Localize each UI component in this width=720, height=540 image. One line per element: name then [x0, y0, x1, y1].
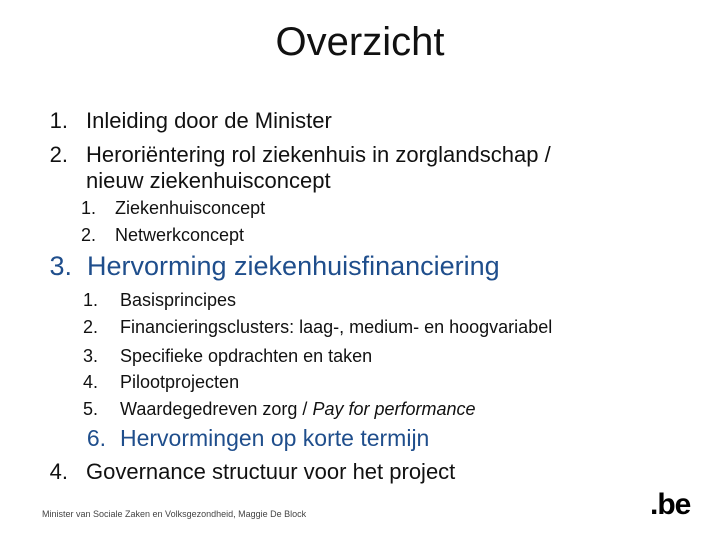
sub-item-text: Hervormingen op korte termijn — [120, 425, 430, 451]
sub-item-number: 4. — [82, 372, 98, 392]
item-text: Inleiding door de Minister — [86, 108, 332, 133]
be-logo: .be — [650, 488, 691, 521]
sub-item-text: Pilootprojecten — [120, 372, 240, 392]
sub-item-text: Specifieke opdrachten en taken — [120, 346, 373, 366]
sub-item-number: 2. — [82, 317, 98, 337]
sub-item-text-italic: Pay for performance — [312, 399, 476, 419]
sub-item-text: Netwerkconcept — [115, 225, 245, 245]
item-number: 1. — [49, 108, 68, 133]
footer-text: Minister van Sociale Zaken en Volksgezondheid, Maggie De Block — [42, 509, 307, 519]
item-text: Governance structuur voor het project — [86, 459, 456, 484]
item-number: 3. — [49, 251, 72, 281]
sub-item-number: 5. — [82, 399, 98, 419]
sub-item-text: Financieringsclusters: laag-, medium- en hoogvariabel — [120, 317, 553, 337]
item-number: 4. — [49, 459, 68, 484]
sub-item-text: Ziekenhuisconcept — [115, 198, 266, 218]
item-text-line2: nieuw ziekenhuisconcept — [86, 168, 331, 193]
sub-item-text: Basisprincipes — [120, 290, 237, 310]
sub-item-number: 1. — [80, 198, 96, 218]
sub-item-text-plain: Waardegedreven zorg / — [120, 399, 313, 419]
slide-title: Overzicht — [275, 20, 445, 64]
item-text: Hervorming ziekenhuisfinanciering — [87, 251, 500, 281]
sub-item-text — [120, 399, 476, 420]
sub-item-number: 2. — [80, 225, 96, 245]
sub-item-number: 3. — [82, 346, 98, 366]
sub-item-number: 6. — [86, 425, 106, 451]
item-number: 2. — [49, 142, 68, 167]
sub-item-number: 1. — [82, 290, 98, 310]
item-text: Heroriëntering rol ziekenhuis in zorglandschap / — [86, 142, 551, 167]
